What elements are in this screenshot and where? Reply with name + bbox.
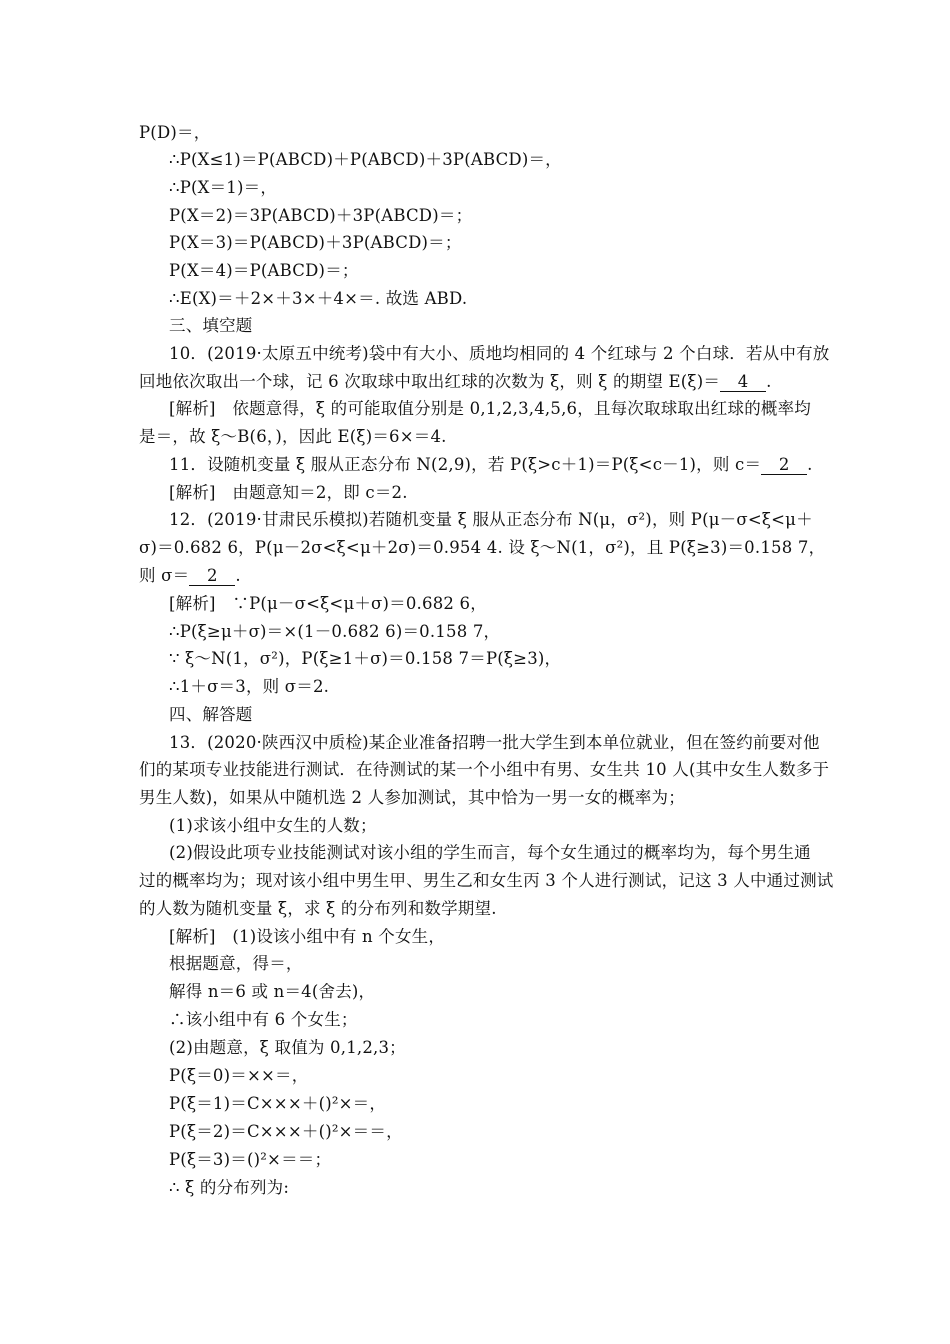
solution-line: 解得 n＝6 或 n＝4(舍去)， — [169, 982, 376, 1001]
solution-line: [解析] 依题意得，ξ 的可能取值分别是 0,1,2,3,4,5,6，且每次取球取出红球的概率均 — [169, 399, 812, 418]
text-line: P(D)＝， — [139, 123, 211, 142]
solution-line: 根据题意，得＝， — [169, 954, 303, 973]
section-heading: 四、解答题 — [169, 705, 253, 724]
solution-line: [解析] (1)设该小组中有 n 个女生， — [169, 927, 446, 946]
question-13-part: 过的概率均为；现对该小组中男生甲、男生乙和女生丙 3 个人进行测试，记这 3 人中通过测试 — [139, 871, 834, 890]
question-13-part: 的人数为随机变量 ξ，求 ξ 的分布列和数学期望. — [139, 899, 497, 918]
answer-blank: 2 — [189, 567, 235, 586]
solution-line: P(ξ＝1)＝C×××＋()²×＝， — [169, 1094, 387, 1113]
text-line: ∴E(X)＝＋2×＋3×＋4×＝. 故选 ABD. — [169, 289, 468, 308]
question-13-line: 男生人数)，如果从中随机选 2 人参加测试，其中恰为一男一女的概率为； — [139, 788, 685, 807]
text-line: P(X＝4)＝P(ABCD)＝； — [169, 261, 359, 280]
answer-blank: 2 — [761, 456, 807, 475]
solution-line: P(ξ＝2)＝C×××＋()²×＝＝， — [169, 1122, 403, 1141]
question-11-line: 11．设随机变量 ξ 服从正态分布 N(2,9)，若 P(ξ>c＋1)＝P(ξ<c－1)，则 c＝ 2 . — [169, 455, 813, 474]
question-13-part: (1)求该小组中女生的人数； — [169, 816, 377, 835]
text-line: P(X＝2)＝3P(ABCD)＋3P(ABCD)＝； — [169, 206, 473, 225]
question-10-line: 10．(2019·太原五中统考)袋中有大小、质地均相同的 4 个红球与 2 个白球．若从中有放 — [169, 344, 830, 363]
solution-line: ∴1＋σ＝3，则 σ＝2. — [169, 677, 330, 696]
solution-line: ∴P(ξ≥μ＋σ)＝×(1－0.682 6)＝0.158 7， — [169, 622, 501, 641]
question-12-line: 则 σ＝ 2 . — [139, 566, 241, 585]
solution-line: (2)由题意，ξ 取值为 0,1,2,3； — [169, 1038, 406, 1057]
question-12-line: 12．(2019·甘肃民乐模拟)若随机变量 ξ 服从正态分布 N(μ，σ²)，则 P(μ－σ<ξ<μ＋ — [169, 510, 813, 529]
solution-line: [解析] ∵P(μ－σ<ξ<μ＋σ)＝0.682 6， — [169, 594, 487, 613]
question-10-line: 回地依次取出一个球，记 6 次取球中取出红球的次数为 ξ，则 ξ 的期望 E(ξ)＝ 4 . — [139, 372, 772, 391]
question-13-line: 们的某项专业技能进行测试．在待测试的某一个小组中有男、女生共 10 人(其中女生人数多于 — [139, 760, 830, 779]
text-line: P(X＝3)＝P(ABCD)＋3P(ABCD)＝； — [169, 233, 462, 252]
text-line: ∴P(X＝1)＝， — [169, 178, 278, 197]
solution-line: P(ξ＝0)＝××＝， — [169, 1066, 309, 1085]
question-12-line: σ)＝0.682 6，P(μ－2σ<ξ<μ＋2σ)＝0.954 4. 设 ξ～N(1，σ²)，且 P(ξ≥3)＝0.158 7， — [139, 538, 826, 557]
solution-line: ∴该小组中有 6 个女生； — [169, 1010, 358, 1029]
solution-line: ∵ ξ～N(1，σ²)，P(ξ≥1＋σ)＝0.158 7＝P(ξ≥3)， — [169, 649, 562, 668]
text-line: ∴P(X≤1)＝P(ABCD)＋P(ABCD)＋3P(ABCD)＝， — [169, 150, 562, 169]
solution-line: [解析] 由题意知＝2，即 c＝2. — [169, 483, 408, 502]
section-heading: 三、填空题 — [169, 316, 253, 335]
question-13-part: (2)假设此项专业技能测试对该小组的学生而言，每个女生通过的概率均为，每个男生通 — [169, 843, 811, 862]
solution-line: 是＝，故 ξ～B(6，)，因此 E(ξ)＝6×＝4. — [139, 427, 447, 446]
answer-blank: 4 — [720, 373, 766, 392]
solution-line: P(ξ＝3)＝()²×＝＝； — [169, 1150, 332, 1169]
question-13-line: 13．(2020·陕西汉中质检)某企业准备招聘一批大学生到本单位就业，但在签约前要对他 — [169, 733, 820, 752]
solution-line: ∴ ξ 的分布列为: — [169, 1178, 290, 1197]
